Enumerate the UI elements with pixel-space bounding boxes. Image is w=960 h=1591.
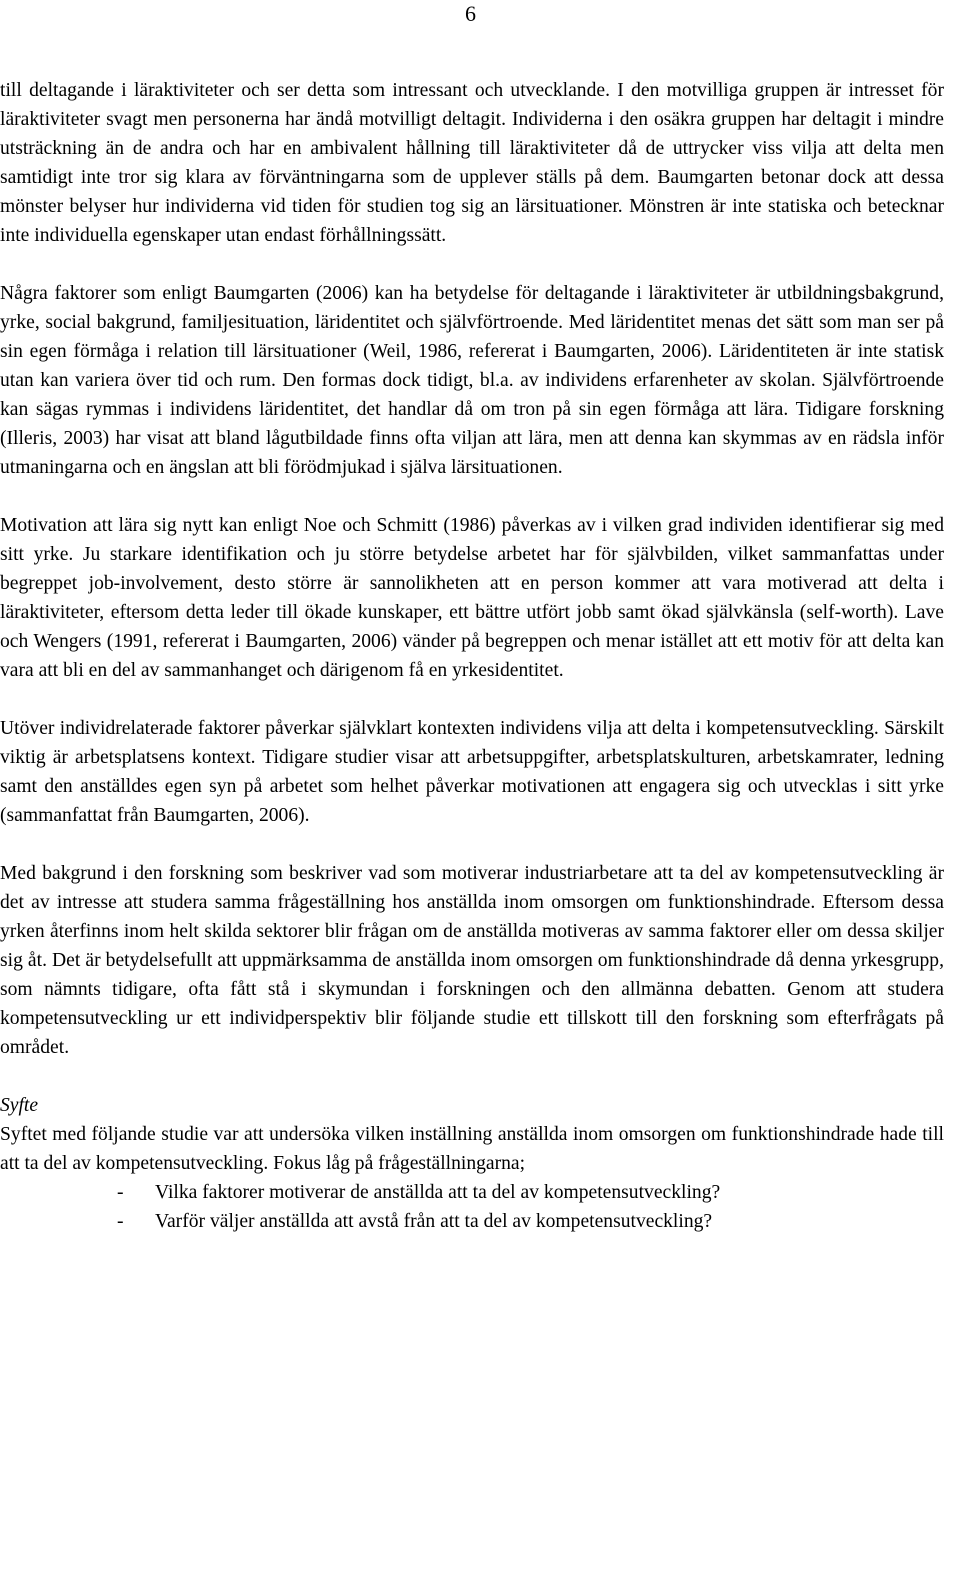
section-heading-syfte: Syfte: [0, 1095, 39, 1116]
paragraph: Med bakgrund i den forskning som beskriver vad som motiverar industriarbetare att ta del av kompetensutveckling är det av intresse att studera samma frågeställning hos anställda inom omsorgen om funktionshindrade. Eftersom dessa yrken återfinns inom helt skilda sektorer blir frågan om de anställda motiveras av samma faktorer eller om dessa skiljer sig åt. Det är betydelsefullt att uppmärksamma de anställda inom omsorgen om funktionshindrade då denna yrkesgrupp, som nämnts tidigare, ofta fått stå i skymundan i forskningen och den allmänna debatten. Genom att studera kompetensutveckling ur ett individperspektiv blir följande studie ett tillskott till den forskning som efterfrågats på området.: [0, 863, 944, 1058]
syfte-paragraph: Syftet med följande studie var att undersöka vilken inställning anställda inom omsorgen om funktionshindrade hade till att ta del av kompetensutveckling. Fokus låg på frågeställningarna;: [0, 1124, 944, 1174]
paragraph-gap: [0, 250, 944, 279]
paragraph-gap: [0, 685, 944, 714]
paragraph-gap: [0, 1062, 944, 1091]
paragraph: till deltagande i läraktiviteter och ser detta som intressant och utvecklande. I den motvilliga gruppen är intresset för läraktiviteter svagt men personerna har ändå motvilligt deltagit. Individerna i den osäkra gruppen har deltagit i mindre utsträckning än de andra och har en ambivalent hållning till läraktiviteter då de uttrycker viss vilja att delta men samtidigt inte tror sig klara av förväntningarna som de upplever ställs på dem. Baumgarten betonar dock att dessa mönster belyser hur individerna vid tiden för studien tog sig an lärsituationer. Mönstren är inte statiska och betecknar inte individuella egenskaper utan endast förhållningssätt.: [0, 80, 944, 246]
paragraph: Motivation att lära sig nytt kan enligt Noe och Schmitt (1986) påverkas av i vilken grad individen identifierar sig med sitt yrke. Ju starkare identifikation och ju större betydelse arbetet har för självbilden, vilket sammanfattas under begreppet job-involvement, desto större är sannolikheten att en person kommer att vara motiverad att delta i läraktiviteter, eftersom detta leder till ökade kunskaper, ett bättre utfört jobb samt ökad självkänsla (self-worth). Lave och Wengers (1991, refererat i Baumgarten, 2006) vänder på begreppen och menar istället att ett motiv för att delta kan vara att bli en del av sammanhanget och därigenom få en yrkesidentitet.: [0, 515, 944, 681]
list-marker: -: [117, 1182, 124, 1203]
research-questions-list: [0, 1178, 944, 1236]
document-body: [0, 76, 944, 1236]
paragraph: Några faktorer som enligt Baumgarten (2006) kan ha betydelse för deltagande i läraktiviteter är utbildningsbakgrund, yrke, social bakgrund, familjesituation, läridentitet och självförtroende. Med läridentitet menas det sätt som man ser på sin egen förmåga i relation till lärsituationer (Weil, 1986, refererat i Baumgarten, 2006). Läridentiteten är inte statisk utan kan variera över tid och rum. Den formas dock tidigt, bl.a. av individens erfarenheter av skolan. Självförtroende kan sägas rymmas i individens läridentitet, det handlar då om tron på sin egen förmåga att lära. Tidigare forskning (Illeris, 2003) har visat att bland lågutbildade finns ofta viljan att lära, men att denna kan skymmas av en rädsla inför utmaningarna och en ängslan att bli förödmjukad i själva lärsituationen.: [0, 283, 944, 478]
paragraph-gap: [0, 482, 944, 511]
paragraph: Utöver individrelaterade faktorer påverkar självklart kontexten individens vilja att delta i kompetensutveckling. Särskilt viktig är arbetsplatsens kontext. Tidigare studier visar att arbetsuppgifter, arbetsplatskulturen, arbetskamrater, ledning samt den anställdes egen syn på arbetet som helhet påverkar motivationen att engagera sig och utvecklas i sitt yrke (sammanfattat från Baumgarten, 2006).: [0, 718, 944, 826]
question-text: Vilka faktorer motiverar de anställda att ta del av kompetensutveckling?: [155, 1182, 721, 1203]
paragraph-gap: [0, 830, 944, 859]
list-item: [0, 1178, 944, 1207]
list-item: [0, 1207, 944, 1236]
page-number: 6: [465, 1, 476, 26]
question-text: Varför väljer anställda att avstå från att ta del av kompetensutveckling?: [155, 1211, 713, 1232]
list-marker: -: [117, 1211, 124, 1232]
